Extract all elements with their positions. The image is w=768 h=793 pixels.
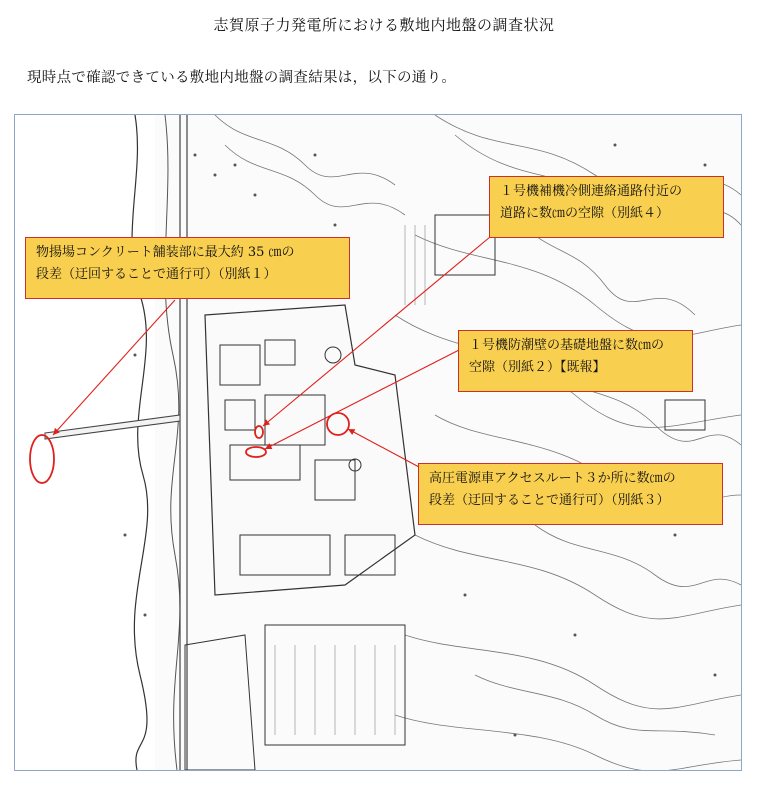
callout-line: １号機防潮壁の基礎地盤に数㎝の [469,338,665,353]
callout-wharf-step [25,237,350,299]
callout-access-route-step [418,463,723,525]
callout-line: 道路に数㎝の空隙（別紙４） [500,206,670,221]
callout-unit1-passage-gap [489,176,724,238]
callout-line: 空隙（別紙２）【既報】 [469,360,606,375]
document-title: 志賀原子力発電所における敷地内地盤の調査状況 [213,16,555,34]
callout-line: 高圧電源車アクセスルート３か所に数㎝の [429,471,676,486]
intro-text: 現時点で確認できている敷地内地盤の調査結果は，以下の通り。 [27,70,457,86]
callout-line: １号機補機冷側連絡通路付近の [500,184,683,199]
callout-line: 物揚場コンクリート舗装部に最大約 35 ㎝の [36,245,295,260]
callout-seawall-gap [458,330,693,392]
callout-line: 段差（迂回することで通行可）（別紙１） [36,267,277,282]
callout-line: 段差（迂回することで通行可）（別紙３） [429,493,670,508]
